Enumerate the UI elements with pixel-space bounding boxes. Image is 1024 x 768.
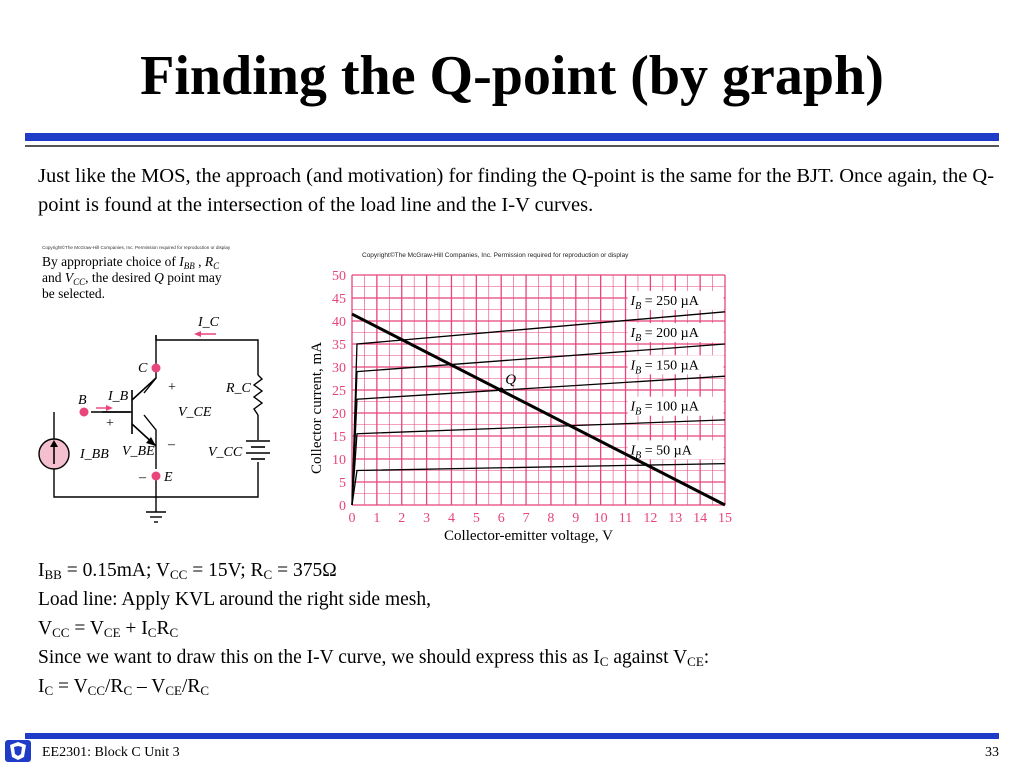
y-tick-label: 10 xyxy=(332,453,346,468)
x-tick-label: 14 xyxy=(693,511,708,526)
x-tick-label: 2 xyxy=(398,511,406,526)
equation-line: Load line: Apply KVL around the right side mesh, xyxy=(38,589,431,610)
title-underline-thin xyxy=(25,145,999,147)
ib-curve-label: $I_B = 100$ µA xyxy=(630,399,699,418)
minus-ce: – xyxy=(168,437,175,452)
x-tick-label: 4 xyxy=(447,511,455,526)
equation-line: $I_C = V_{CC}/R_C - V_{CE}/R_C$ xyxy=(38,676,210,698)
minus-e: – xyxy=(139,470,146,485)
label-b: B xyxy=(78,393,87,408)
equation-line: Since we want to draw this on the I-V curve, we should express this as $I_C$ against $V_{CE}$: xyxy=(38,647,710,669)
y-axis-label: Collector current, mA xyxy=(309,341,325,475)
ib-curve-label: $I_B = 200$ µA xyxy=(630,326,699,345)
y-tick-label: 25 xyxy=(332,384,346,399)
circuit-wires xyxy=(54,335,258,512)
plus-b: + xyxy=(106,416,114,431)
x-tick-label: 10 xyxy=(593,511,608,526)
circuit-copyright: Copyright©The McGraw-Hill Companies, Inc. Permission required for reproduction or display xyxy=(42,245,231,250)
plus-ce: + xyxy=(168,380,176,395)
equations-block xyxy=(38,556,709,701)
intro-paragraph: Just like the MOS, the approach (and motivation) for finding the Q-point is the same for the BJT. Once again, the Q-point is found at the intersection of the load line and the I-V curves. xyxy=(38,165,995,216)
ib-curve-label: $I_B = 50$ µA xyxy=(630,443,692,462)
y-tick-label: 35 xyxy=(332,338,346,353)
x-axis-label: Collector-emitter voltage, V xyxy=(444,528,613,544)
caption-line-3: be selected. xyxy=(42,286,105,301)
page-number: 33 xyxy=(985,745,999,760)
label-ic: I_C xyxy=(198,315,219,330)
x-tick-label: 11 xyxy=(618,511,633,526)
x-tick-label: 5 xyxy=(472,511,480,526)
x-tick-label: 15 xyxy=(718,511,732,526)
ib-curve-label: $I_B = 150$ µA xyxy=(630,358,699,377)
battery-vcc-icon xyxy=(246,441,270,459)
x-tick-label: 6 xyxy=(497,511,505,526)
x-tick-label: 1 xyxy=(373,511,381,526)
node-c xyxy=(152,364,161,373)
q-point-label: Q xyxy=(505,372,517,388)
y-tick-label: 30 xyxy=(332,361,346,376)
x-tick-label: 8 xyxy=(547,511,555,526)
x-tick-label: 3 xyxy=(423,511,431,526)
x-tick-label: 12 xyxy=(643,511,658,526)
university-logo-icon xyxy=(4,737,34,765)
y-tick-label: 20 xyxy=(332,407,346,422)
label-vce: V_CE xyxy=(178,405,212,420)
y-tick-label: 50 xyxy=(332,269,346,284)
label-rc: R_C xyxy=(226,381,251,396)
bjt-circuit-diagram xyxy=(36,240,296,530)
caption-line-1: By appropriate choice of $I_{BB}$ , $R_C$ xyxy=(42,254,220,271)
label-vbe: V_BE xyxy=(122,444,155,459)
y-tick-label: 0 xyxy=(339,499,346,514)
resistor-rc-icon xyxy=(254,375,262,415)
label-vcc: V_CC xyxy=(208,445,243,460)
y-tick-label: 40 xyxy=(332,315,346,330)
footer-course: EE2301: Block C Unit 3 xyxy=(42,745,180,760)
label-ibb: I_BB xyxy=(80,447,109,462)
q-point-marker xyxy=(499,388,504,393)
x-tick-label: 7 xyxy=(522,511,530,526)
circuit-caption xyxy=(42,254,222,301)
y-tick-label: 15 xyxy=(332,430,346,445)
label-c: C xyxy=(138,361,148,376)
chart-copyright: Copyright©The McGraw-Hill Companies, Inc. Permission required for reproduction or display xyxy=(362,252,629,259)
footer-rule xyxy=(25,733,999,739)
equation-line: $I_{BB} = 0.15mA$; $V_{CC} = 15V$; $R_C = 375\Omega$ xyxy=(38,560,337,582)
x-tick-label: 9 xyxy=(572,511,580,526)
node-b xyxy=(80,408,89,417)
y-tick-label: 45 xyxy=(332,292,346,307)
caption-line-2: and $V_{CC}$, the desired Q point may xyxy=(42,270,222,287)
slide-title: Finding the Q-point (by graph) xyxy=(140,45,884,107)
ground-icon xyxy=(146,512,166,522)
equation-line: $V_{CC} = V_{CE} + I_CR_C$ xyxy=(38,618,179,640)
ib-curve-label: $I_B = 250$ µA xyxy=(630,293,699,312)
y-tick-labels xyxy=(332,269,346,514)
title-underline xyxy=(25,133,999,141)
x-tick-label: 13 xyxy=(668,511,683,526)
x-tick-labels xyxy=(349,511,733,526)
node-e xyxy=(152,472,161,481)
y-tick-label: 5 xyxy=(339,476,346,491)
iv-characteristic-chart xyxy=(305,245,745,545)
x-tick-label: 0 xyxy=(348,511,356,526)
label-e: E xyxy=(164,470,173,485)
label-ib: I_B xyxy=(108,389,129,404)
